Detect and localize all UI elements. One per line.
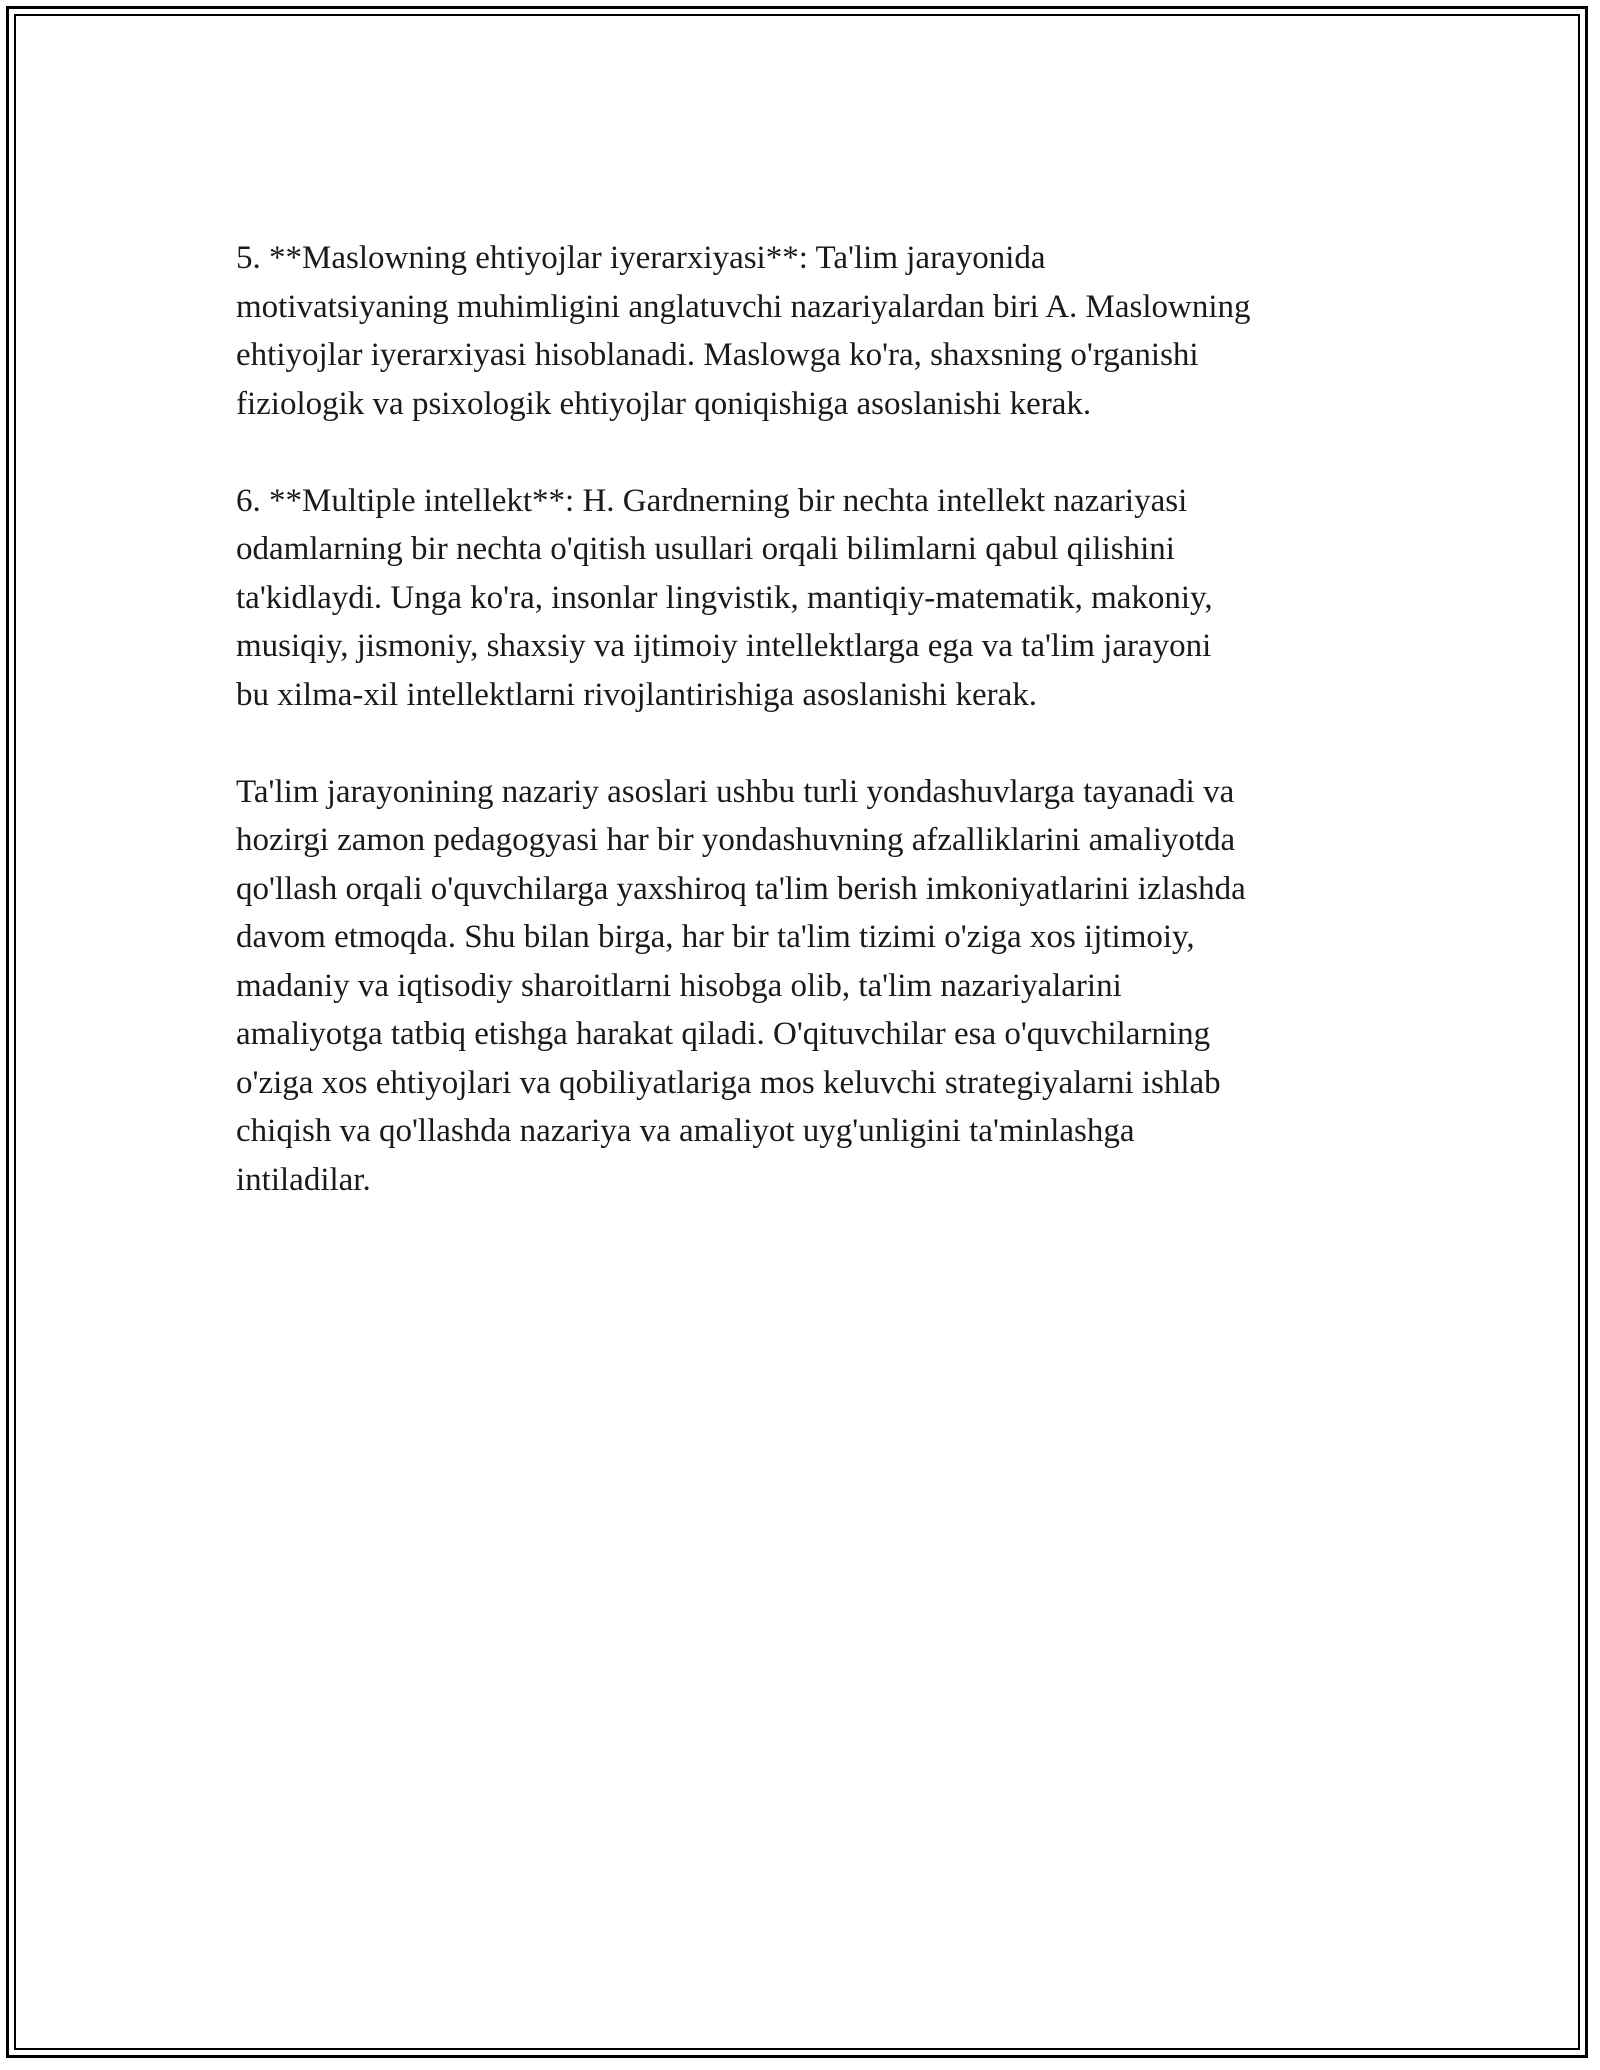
paragraph-multiple-intellekt: 6. **Multiple intellekt**: H. Gardnerning bir nechta intellekt nazariyasi odamlarning bir nechta o'qitish usullari orqali bilimlarni qabul qilishini ta'kidlaydi. Unga ko'ra, insonlar lingvistik, mantiqiy-matematik, makoniy, musiqiy, jismoniy, shaxsiy va ijtimoiy intellektlarga ega va ta'lim jarayoni bu xilma-xil intellektlarni rivojlantirishiga asoslanishi kerak.: [236, 482, 1213, 713]
paragraph-conclusion: Ta'lim jarayonining nazariy asoslari ushbu turli yondashuvlarga tayanadi va hozirgi zamon pedagogyasi har bir yondashuvning afzalliklarini amaliyotda qo'llash orqali o'quvchilarga yaxshiroq ta'lim berish imkoniyatlarini izlashda davom etmoqda. Shu bilan birga, har bir ta'lim tizimi o'ziga xos ijtimoiy, madaniy va iqtisodiy sharoitlarni hisobga olib, ta'lim nazariyalarini amaliyotga tatbiq etishga harakat qiladi. O'qituvchilar esa o'quvchilarning o'ziga xos ehtiyojlari va qobiliyatlariga mos keluvchi strategiyalarni ishlab chiqish va qo'llashda nazariya va amaliyot uyg'unligini ta'minlashga intiladilar.: [236, 773, 1246, 1198]
document-body: [236, 234, 1386, 1253]
paragraph-maslow: 5. **Maslowning ehtiyojlar iyerarxiyasi**: Ta'lim jarayonida motivatsiyaning muhimligini anglatuvchi nazariyalardan biri A. Maslowning ehtiyojlar iyerarxiyasi hisoblanadi. Maslowga ko'ra, shaxsning o'rganishi fiziologik va psixologik ehtiyojlar qoniqishiga asoslanishi kerak.: [236, 240, 1251, 422]
